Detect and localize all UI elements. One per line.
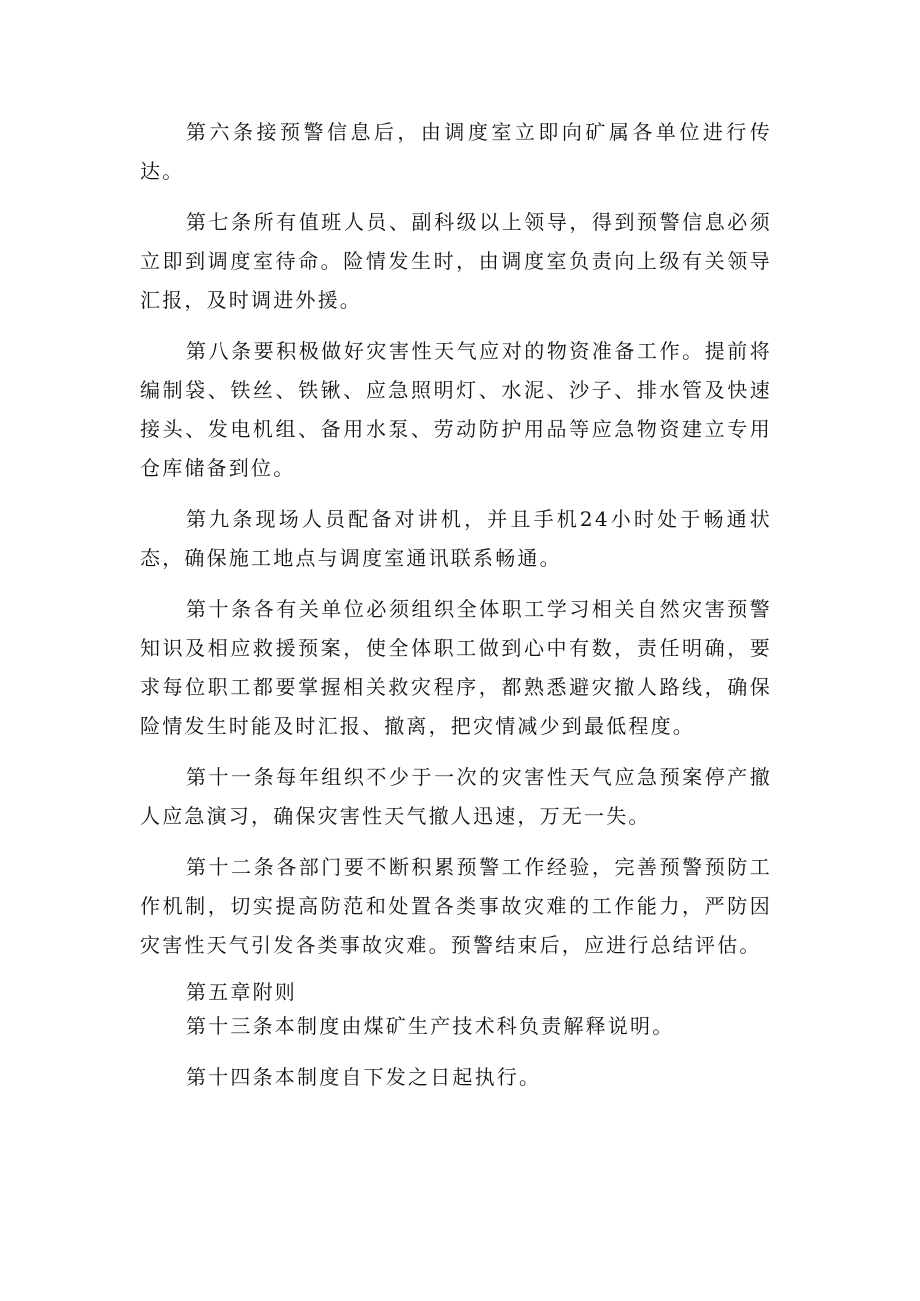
article-12: 第十二条各部门要不断积累预警工作经验，完善预警预防工作机制，切实提高防范和处置各类事故灾难的工作能力，严防因灾害性天气引发各类事故灾难。预警结束后，应进行总结评估。 (140, 855, 772, 957)
article-13: 第十三条本制度由煤矿生产技术科负责解释说明。 (186, 1014, 675, 1038)
article-6: 第六条接预警信息后，由调度室立即向矿属各单位进行传达。 (140, 120, 772, 183)
article-7: 第七条所有值班人员、副科级以上领导，得到预警信息必须立即到调度室待命。险情发生时，由调度室负责向上级有关领导汇报，及时调进外援。 (140, 210, 772, 312)
article-10: 第十条各有关单位必须组织全体职工学习相关自然灾害预警知识及相应救援预案，使全体职工做到心中有数，责任明确，要求每位职工都要掌握相关救灾程序，都熟悉避灾撤人路线，确保险情发生时能及时汇报、撤离，把灾情减少到最低程度。 (140, 597, 772, 738)
chapter-heading: 第五章附则 (186, 980, 297, 1004)
article-11: 第十一条每年组织不少于一次的灾害性天气应急预案停产撤人应急演习，确保灾害性天气撤人迅速，万无一失。 (140, 765, 772, 828)
document-body (140, 113, 772, 1109)
article-14: 第十四条本制度自下发之日起执行。 (186, 1065, 542, 1089)
article-9: 第九条现场人员配备对讲机，并且手机24小时处于畅通状态，确保施工地点与调度室通讯联系畅通。 (140, 507, 772, 570)
article-8: 第八条要积极做好灾害性天气应对的物资准备工作。提前将编制袋、铁丝、铁锹、应急照明灯、水泥、沙子、排水管及快速接头、发电机组、备用水泵、劳动防护用品等应急物资建立专用仓库储备到位。 (140, 339, 772, 480)
